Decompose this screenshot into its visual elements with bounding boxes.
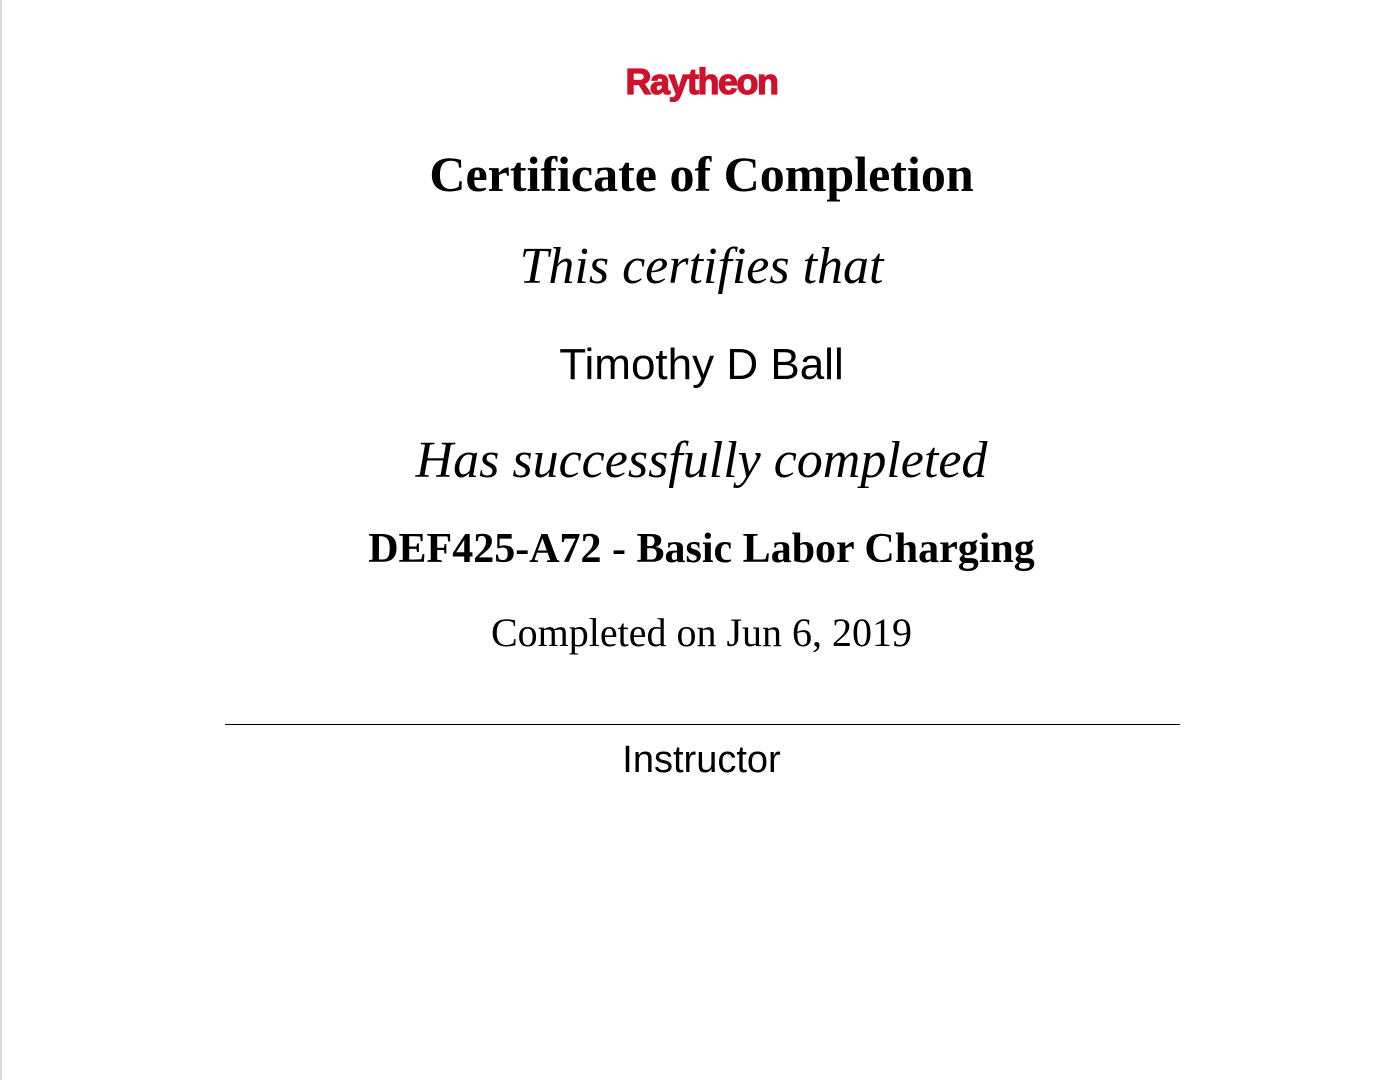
completed-text: Has successfully completed	[415, 432, 988, 489]
raytheon-logo: Raytheon	[625, 61, 778, 102]
certificate-title: Certificate of Completion	[429, 146, 974, 202]
signature-label: Instructor	[622, 739, 781, 781]
certifies-text: This certifies that	[519, 238, 884, 295]
recipient-name: Timothy D Ball	[559, 340, 844, 389]
course-name: DEF425-A72 - Basic Labor Charging	[368, 526, 1035, 572]
completion-date: Completed on Jun 6, 2019	[490, 610, 913, 655]
signature-line	[225, 724, 1180, 725]
